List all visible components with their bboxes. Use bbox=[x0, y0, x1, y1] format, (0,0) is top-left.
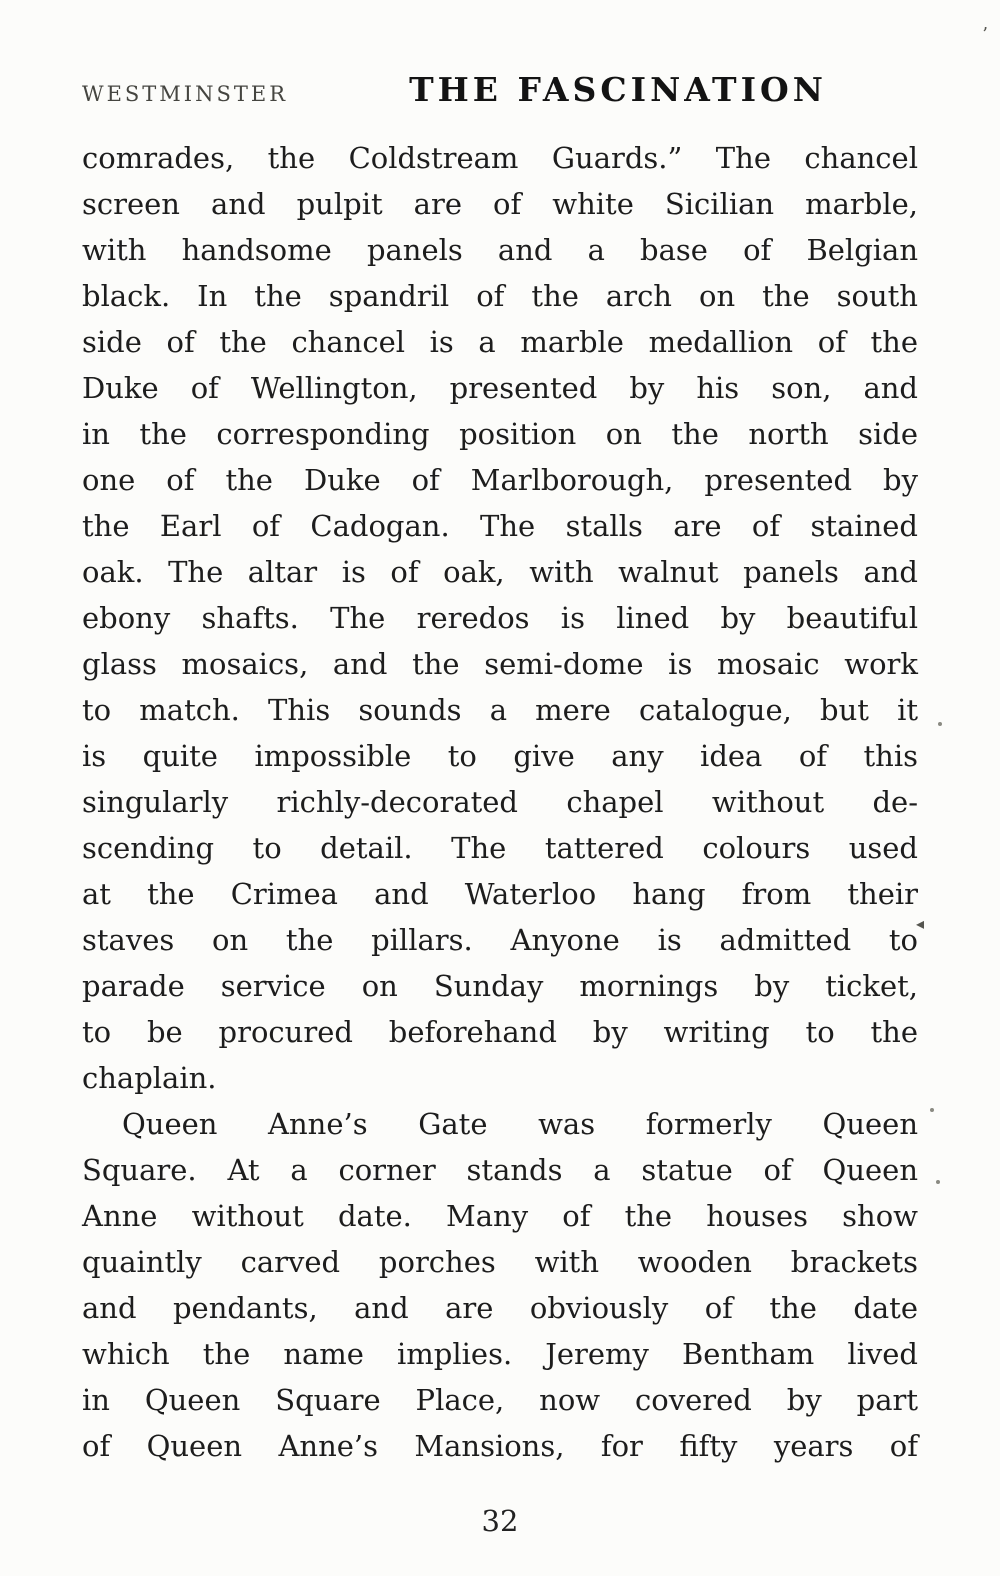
text-line: quaintly carved porches with wooden brackets bbox=[82, 1245, 918, 1279]
scan-speck bbox=[936, 1180, 940, 1184]
text-line: which the name implies. Jeremy Bentham lived bbox=[82, 1337, 918, 1371]
scan-speck bbox=[938, 722, 942, 726]
text-line: the Earl of Cadogan. The stalls are of stained bbox=[82, 509, 918, 543]
text-line: ebony shafts. The reredos is lined by beautiful bbox=[82, 601, 918, 635]
text-line: Anne without date. Many of the houses show bbox=[82, 1199, 918, 1233]
body-text bbox=[82, 135, 918, 1469]
text-line: parade service on Sunday mornings by ticket, bbox=[82, 969, 918, 1003]
text-line: chaplain. bbox=[82, 1061, 217, 1095]
running-head-left: WESTMINSTER bbox=[82, 82, 289, 106]
text-line: to match. This sounds a mere catalogue, but it bbox=[82, 693, 918, 727]
text-line: one of the Duke of Marlborough, presented by bbox=[82, 463, 918, 497]
scan-speck bbox=[930, 1108, 934, 1112]
text-line: and pendants, and are obviously of the date bbox=[82, 1291, 918, 1325]
scan-speck: ’ bbox=[982, 24, 988, 45]
text-line: black. In the spandril of the arch on the south bbox=[82, 279, 918, 313]
text-line: in Queen Square Place, now covered by part bbox=[82, 1383, 918, 1417]
text-line: singularly richly-decorated chapel without de- bbox=[82, 785, 918, 819]
text-line: Duke of Wellington, presented by his son, and bbox=[82, 371, 918, 405]
paragraph-2 bbox=[82, 1101, 918, 1469]
text-line: Square. At a corner stands a statue of Queen bbox=[82, 1153, 918, 1187]
text-line: scending to detail. The tattered colours used bbox=[82, 831, 918, 865]
text-line: Queen Anne’s Gate was formerly Queen bbox=[122, 1107, 918, 1141]
text-line: at the Crimea and Waterloo hang from their bbox=[82, 877, 918, 911]
text-line: screen and pulpit are of white Sicilian marble, bbox=[82, 187, 918, 221]
text-line: of Queen Anne’s Mansions, for fifty years of bbox=[82, 1429, 918, 1463]
running-head bbox=[82, 70, 918, 109]
paragraph-1 bbox=[82, 135, 918, 1101]
text-line: to be procured beforehand by writing to the bbox=[82, 1015, 918, 1049]
text-line: staves on the pillars. Anyone is admitted to bbox=[82, 923, 918, 957]
text-line: oak. The altar is of oak, with walnut panels and bbox=[82, 555, 918, 589]
page-number: 32 bbox=[481, 1504, 519, 1538]
running-head-title: THE FASCINATION bbox=[409, 70, 827, 109]
scan-speck: ◂ bbox=[915, 914, 924, 933]
text-line: with handsome panels and a base of Belgian bbox=[82, 233, 918, 267]
text-line: side of the chancel is a marble medallion of the bbox=[82, 325, 918, 359]
text-line: is quite impossible to give any idea of this bbox=[82, 739, 918, 773]
text-line: in the corresponding position on the north side bbox=[82, 417, 918, 451]
text-line: comrades, the Coldstream Guards.” The chancel bbox=[82, 141, 918, 175]
text-line: glass mosaics, and the semi-dome is mosaic work bbox=[82, 647, 918, 681]
